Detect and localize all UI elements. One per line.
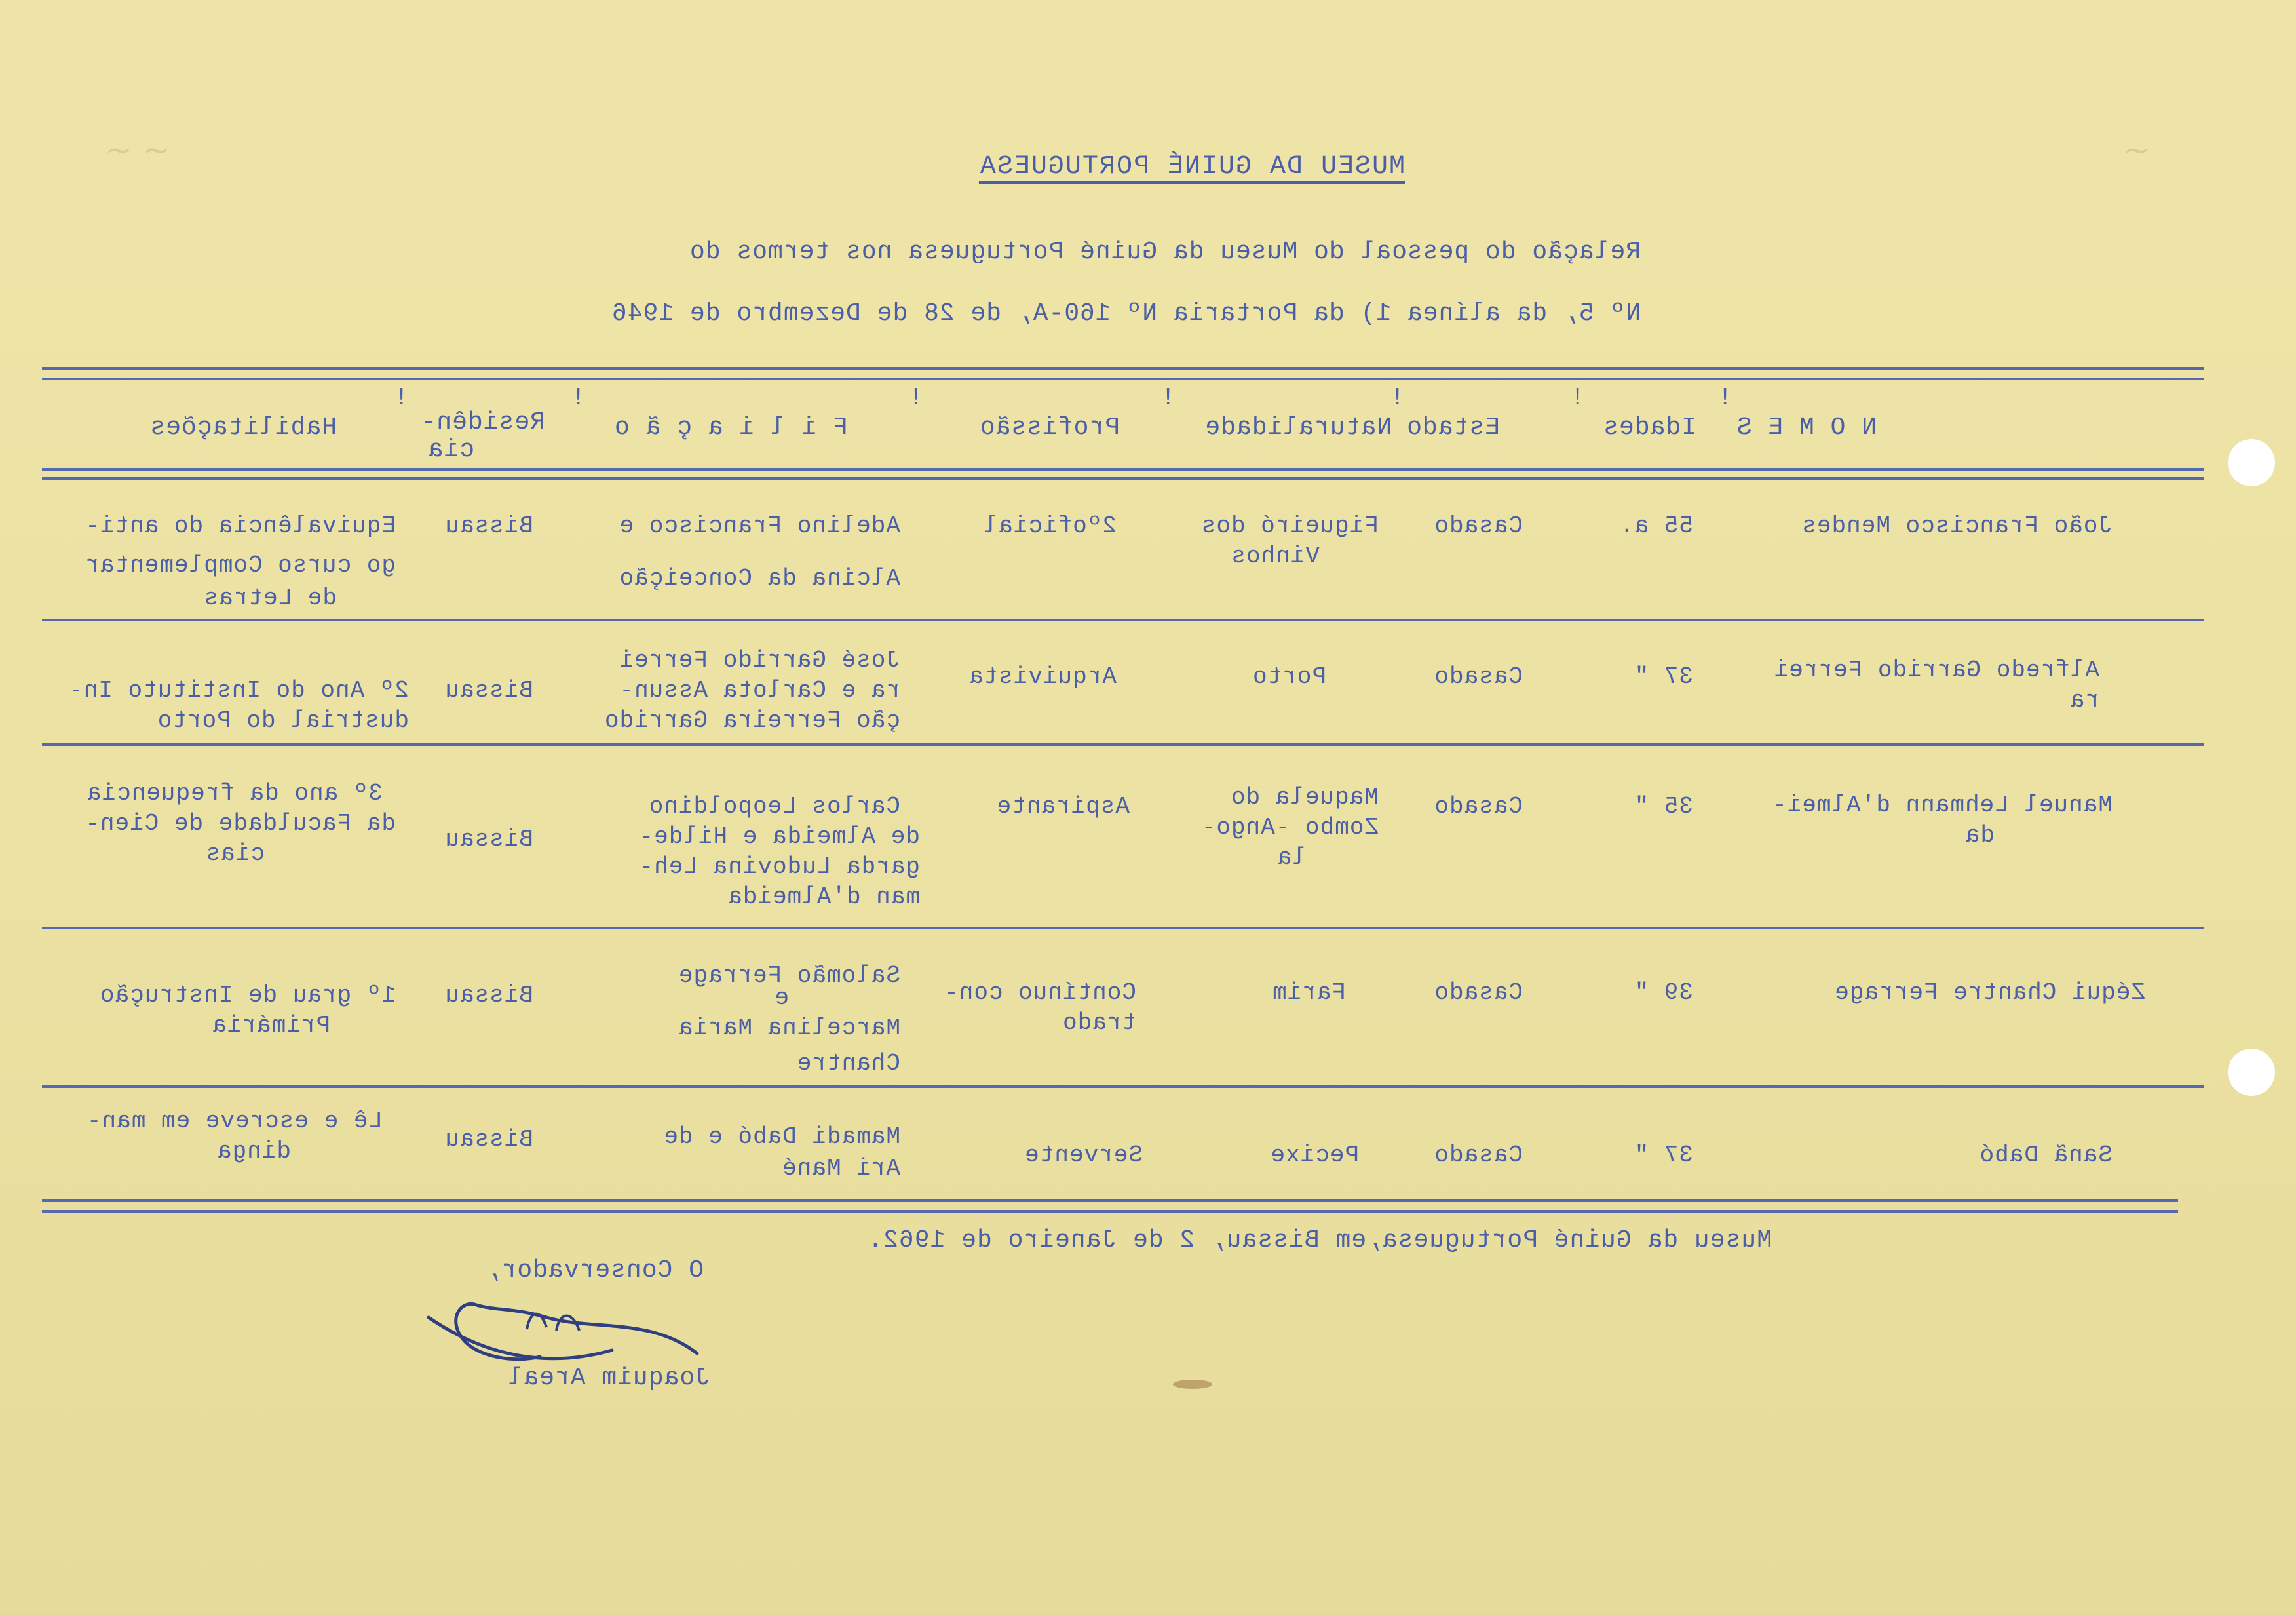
row1-filiacao-2: Alcina da Conceição: [619, 565, 900, 592]
column-separator: !: [1390, 384, 1405, 412]
header-idades: Idades: [1603, 414, 1696, 442]
row4-estado: Casado: [1434, 979, 1523, 1006]
row1-habilitacoes-2: go curso Complementar: [85, 552, 396, 579]
table-bottom-rule-2: [42, 1210, 2178, 1213]
header-naturalidade: Naturalidade: [1204, 414, 1392, 442]
column-separator: !: [1717, 384, 1732, 412]
row4-profissao: Contínuo con-: [944, 979, 1136, 1006]
row3-filiacao-2: de Almeida e Hilde-: [638, 823, 920, 850]
row2-nome: Alfredo Garrido Ferrei: [1773, 657, 2099, 684]
footer-place-date: Museu da Guiné Portuguesa,em Bissau, 2 de Janeiro de 1962.: [867, 1226, 1772, 1255]
column-separator: !: [1160, 384, 1176, 412]
row3-habilitacoes-3: cias: [205, 840, 265, 867]
table-top-rule: [42, 367, 2204, 370]
row5-habilitacoes: Lê e escreve em man-: [86, 1108, 383, 1135]
column-separator: !: [908, 384, 923, 412]
row3-nome: Manuel Lehmann d'Almei-: [1772, 792, 2113, 819]
row4-filiacao-2: e: [774, 984, 789, 1011]
row5-idade: 37 ": [1634, 1142, 1693, 1169]
row1-filiacao: Adelino Francisco e: [619, 513, 900, 539]
pencil-marks: ~ ~: [105, 131, 170, 169]
row-separator: [42, 1085, 2204, 1088]
row1-nome: João Francisco Mendes: [1801, 513, 2113, 539]
row3-naturalidade: Maquela do: [1230, 784, 1379, 811]
document-title: MUSEU DA GUINÉ PORTUGUESA: [978, 152, 1405, 182]
row1-idade: 55 a.: [1618, 513, 1693, 539]
row2-filiacao: José Garrido Ferrei: [619, 647, 900, 674]
header-residencia-2: cia: [427, 436, 474, 464]
row5-profissao: Servente: [1024, 1142, 1143, 1169]
column-separator: !: [1570, 384, 1585, 412]
row1-estado: Casado: [1434, 513, 1523, 539]
row1-naturalidade-2: Vinhos: [1231, 543, 1320, 570]
signatory-role: O Conservador,: [485, 1256, 704, 1285]
header-filiacao: F i l i a ç ã o: [613, 414, 848, 442]
row4-habilitacoes-2: Primária: [212, 1012, 330, 1039]
row3-filiacao: Carlos Leopoldino: [648, 793, 900, 820]
row3-naturalidade-2: Zombo -Ango-: [1200, 814, 1379, 841]
pencil-marks-right: ~: [2123, 131, 2151, 169]
row3-profissao: Aspirante: [996, 793, 1130, 820]
row2-filiacao-3: ção Ferreira Garrido: [603, 707, 900, 734]
row2-nome-2: ra: [2069, 687, 2099, 714]
row2-estado: Casado: [1434, 663, 1523, 690]
row2-habilitacoes-2: dustrial do Porto: [157, 707, 409, 734]
row3-filiacao-3: garda Ludovina Leh-: [638, 853, 920, 880]
row5-estado: Casado: [1434, 1142, 1523, 1169]
header-estado: Estado: [1406, 414, 1500, 442]
row3-naturalidade-3: la: [1276, 844, 1307, 871]
row4-filiacao-3: Marcelina Maria: [678, 1015, 900, 1041]
row5-residencia: Bissau: [444, 1126, 533, 1153]
row3-residencia: Bissau: [444, 826, 533, 853]
row-separator: [42, 619, 2204, 621]
row4-idade: 39 ": [1634, 979, 1693, 1006]
row4-profissao-2: trado: [1062, 1009, 1136, 1036]
row1-naturalidade: Figueiró dos: [1200, 513, 1379, 539]
row2-idade: 37 ": [1634, 663, 1693, 690]
row5-nome: Sanã Dabó: [1979, 1142, 2113, 1169]
header-bottom-rule: [42, 468, 2204, 471]
intro-line-1: Relação do pessoal do Museu da Guiné Portuguesa nos termos do: [689, 238, 1641, 266]
intro-line-2: Nº 5, da alínea 1) da Portaria Nº 160-A, de 28 de Dezembro de 1946: [611, 300, 1641, 328]
row3-estado: Casado: [1434, 793, 1523, 820]
table-top-rule-2: [42, 378, 2204, 380]
header-residencia: Residên-: [420, 408, 545, 437]
row4-filiacao-4: Chantre: [796, 1050, 900, 1077]
row5-naturalidade: Pecixe: [1270, 1142, 1359, 1169]
row1-habilitacoes-3: de Letras: [203, 585, 337, 612]
column-separator: !: [571, 384, 586, 412]
column-separator: !: [394, 384, 409, 412]
row2-residencia: Bissau: [444, 677, 533, 704]
header-profissao: Profissão: [979, 414, 1120, 442]
row3-habilitacoes-2: da Faculdade de Cien-: [85, 810, 396, 837]
row4-filiacao: Salomão Ferrage: [678, 962, 900, 989]
row2-habilitacoes: 2º Ano do Instituto In-: [68, 677, 409, 704]
row3-filiacao-4: man d'Almeida: [727, 884, 920, 910]
row3-nome-2: da: [1964, 822, 1995, 849]
row5-habilitacoes-2: dinga: [216, 1138, 291, 1165]
row4-nome: Zéqui Chantre Ferrage: [1834, 979, 2145, 1006]
row2-profissao: Arquivista: [968, 663, 1117, 690]
row2-filiacao-2: ra e Carlota Assun-: [619, 677, 900, 704]
row5-filiacao: Mamadi Dabó e de: [663, 1123, 900, 1150]
header-habilitacoes: Habilitações: [149, 414, 337, 442]
row3-habilitacoes: 3º ano da frequencia: [86, 780, 383, 807]
row1-residencia: Bissau: [444, 513, 533, 539]
row4-naturalidade: Farim: [1271, 979, 1346, 1006]
row3-idade: 35 ": [1634, 793, 1693, 820]
row4-habilitacoes: 1º grau de Instrução: [99, 982, 396, 1009]
row5-filiacao-2: Ari Mané: [782, 1155, 900, 1182]
row1-profissao: 2ºoficial: [983, 513, 1117, 539]
row-separator: [42, 743, 2204, 746]
row1-habilitacoes: Equivalência do anti-: [85, 513, 396, 539]
signatory-name: Joaquim Areal: [507, 1364, 710, 1392]
table-bottom-rule: [42, 1199, 2178, 1202]
header-bottom-rule-2: [42, 477, 2204, 480]
row-separator: [42, 927, 2204, 929]
header-nomes: N O M E S: [1736, 414, 1877, 442]
row4-residencia: Bissau: [444, 982, 533, 1009]
row2-naturalidade: Porto: [1252, 663, 1326, 690]
